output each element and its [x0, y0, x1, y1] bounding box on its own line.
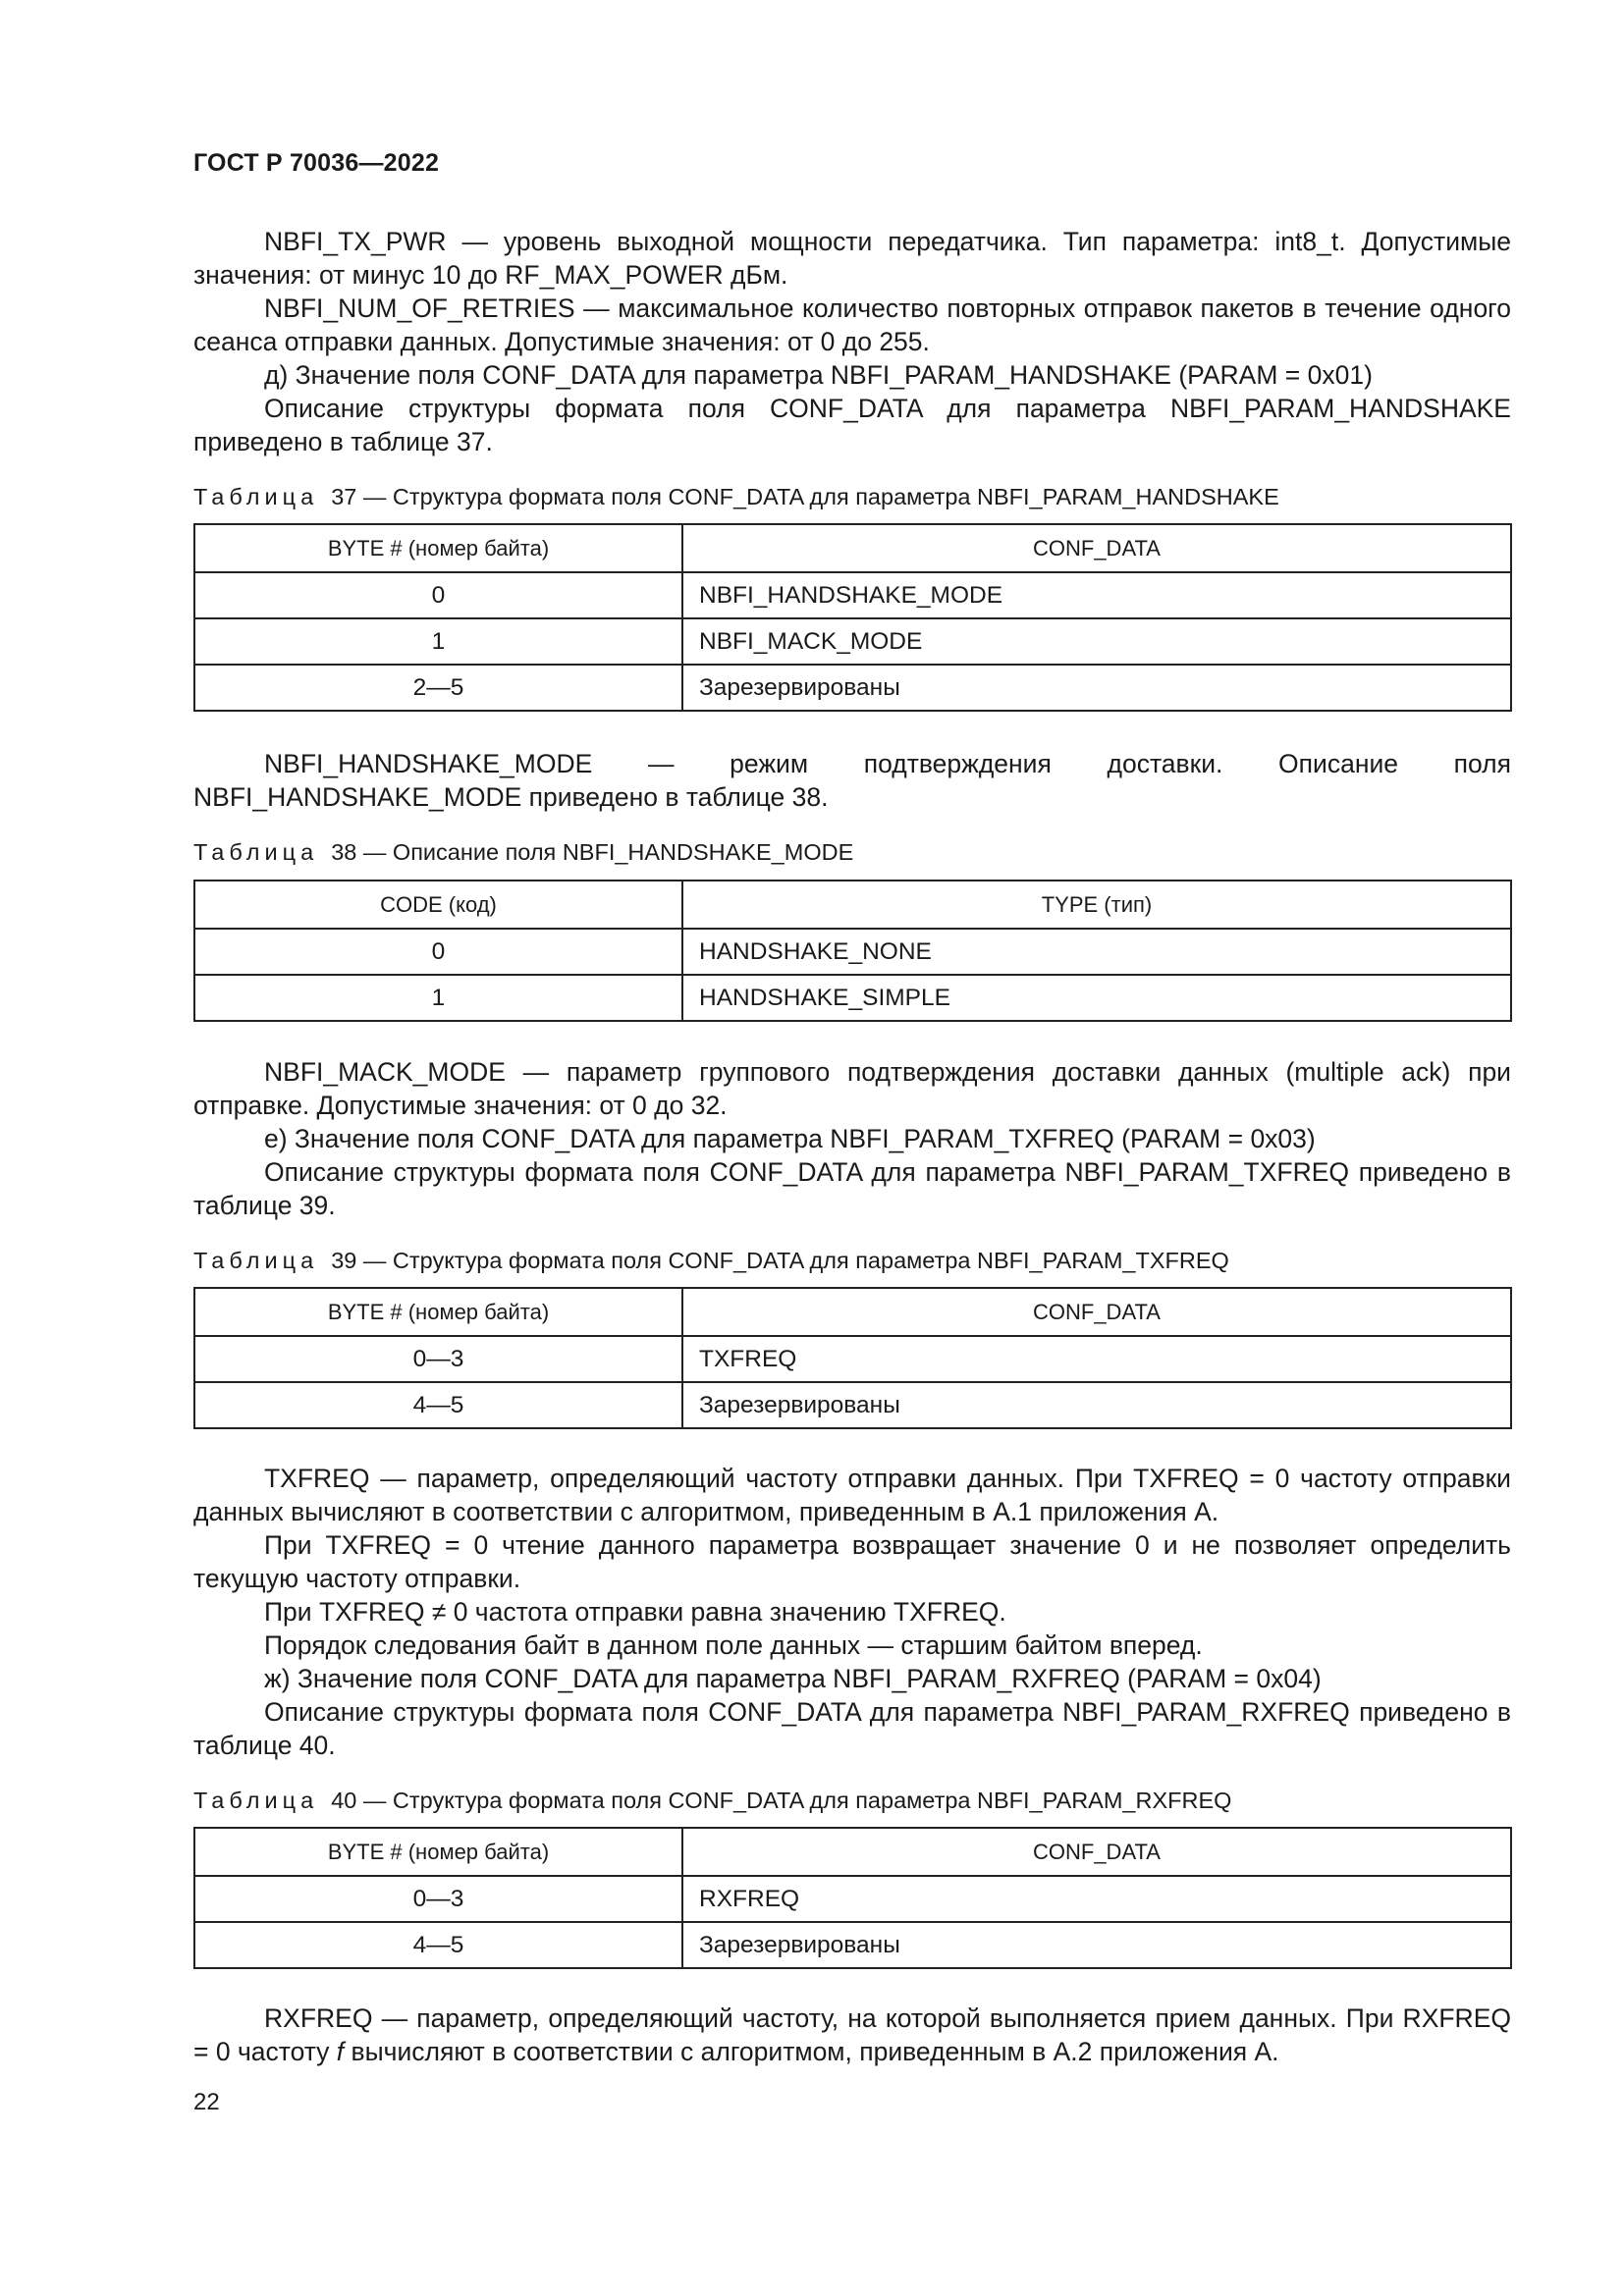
paragraph-txfreq-zero: При TXFREQ = 0 чтение данного параметра возвращает значение 0 и не позволяет определить текущую частоту отправки.: [193, 1530, 1511, 1593]
table-header-row: [194, 881, 1511, 929]
paragraph-mack-mode: NBFI_MACK_MODE — параметр группового подтверждения доставки данных (multiple ack) при отправке. Допустимые значения: от 0 до 32.: [193, 1057, 1511, 1120]
table-caption-text: 39 — Структура формата поля CONF_DATA для параметра NBFI_PARAM_TXFREQ: [331, 1248, 1229, 1273]
table-header-row: [194, 524, 1511, 572]
table-caption-text: 38 — Описание поля NBFI_HANDSHAKE_MODE: [331, 839, 854, 865]
column-header: CONF_DATA: [682, 1828, 1511, 1876]
paragraph-num-of-retries: NBFI_NUM_OF_RETRIES — максимальное количество повторных отправок пакетов в течение одного сеанса отправки данных. Допустимые значения: от 0 до 255.: [193, 294, 1511, 356]
table-cell: Зарезервированы: [682, 665, 1511, 711]
table-cell: 4—5: [194, 1382, 682, 1428]
table-cell: 0—3: [194, 1876, 682, 1922]
paragraph-rxfreq: [193, 2002, 1511, 2068]
column-header: BYTE # (номер байта): [194, 1828, 682, 1876]
table-header-row: [194, 1828, 1511, 1876]
table-row: [194, 1876, 1511, 1922]
column-header: CODE (код): [194, 881, 682, 929]
table-row: [194, 929, 1511, 975]
table-row: [194, 1336, 1511, 1382]
table-row: [194, 572, 1511, 618]
paragraph-table39-ref: Описание структуры формата поля CONF_DATA для параметра NBFI_PARAM_TXFREQ приведено в таблице 39.: [193, 1157, 1511, 1220]
document-header: ГОСТ Р 70036—2022: [193, 149, 440, 177]
paragraph-txfreq: TXFREQ — параметр, определяющий частоту отправки данных. При TXFREQ = 0 частоту отправки данных вычисляют в соответствии с алгоритмом, приведенным в А.1 приложения А.: [193, 1464, 1511, 1526]
table-cell: HANDSHAKE_SIMPLE: [682, 975, 1511, 1021]
column-header: BYTE # (номер байта): [194, 1288, 682, 1336]
paragraph-txfreq-nonzero: При TXFREQ ≠ 0 частота отправки равна значению TXFREQ.: [264, 1597, 1006, 1627]
table-label: Таблица: [193, 484, 319, 509]
table-cell: HANDSHAKE_NONE: [682, 929, 1511, 975]
paragraph-handshake-mode: NBFI_HANDSHAKE_MODE — режим подтверждения доставки. Описание поля NBFI_HANDSHAKE_MODE приведено в таблице 38.: [193, 749, 1511, 812]
table-37: [193, 523, 1512, 712]
table-cell: 1: [194, 618, 682, 665]
paragraph-item-e: е) Значение поля CONF_DATA для параметра NBFI_PARAM_TXFREQ (PARAM = 0x03): [264, 1124, 1316, 1153]
column-header: BYTE # (номер байта): [194, 524, 682, 572]
table-38-caption: [193, 837, 1511, 867]
paragraph-rxfreq-part1: RXFREQ — параметр, определяющий частоту, на которой выполняется прием данных. При RXFREQ = 0 частоту: [193, 2003, 1511, 2066]
paragraph-byte-order: Порядок следования байт в данном поле данных — старшим байтом вперед.: [264, 1630, 1203, 1660]
table-row: [194, 1922, 1511, 1968]
table-header-row: [194, 1288, 1511, 1336]
table-caption-text: 40 — Структура формата поля CONF_DATA для параметра NBFI_PARAM_RXFREQ: [331, 1788, 1232, 1813]
table-label: Таблица: [193, 1248, 319, 1273]
table-row: [194, 618, 1511, 665]
column-header: TYPE (тип): [682, 881, 1511, 929]
column-header: CONF_DATA: [682, 1288, 1511, 1336]
table-cell: 2—5: [194, 665, 682, 711]
table-cell: RXFREQ: [682, 1876, 1511, 1922]
paragraph-table40-ref: Описание структуры формата поля CONF_DATA для параметра NBFI_PARAM_RXFREQ приведено в таблице 40.: [193, 1697, 1511, 1760]
table-38: [193, 880, 1512, 1022]
table-cell: 1: [194, 975, 682, 1021]
table-cell: 0: [194, 572, 682, 618]
table-cell: 4—5: [194, 1922, 682, 1968]
paragraph-item-zh: ж) Значение поля CONF_DATA для параметра NBFI_PARAM_RXFREQ (PARAM = 0x04): [264, 1664, 1322, 1693]
paragraph-table37-ref: Описание структуры формата поля CONF_DATA для параметра NBFI_PARAM_HANDSHAKE приведено в таблице 37.: [193, 394, 1511, 456]
table-label: Таблица: [193, 839, 319, 865]
table-39: [193, 1287, 1512, 1429]
table-caption-text: 37 — Структура формата поля CONF_DATA для параметра NBFI_PARAM_HANDSHAKE: [331, 484, 1279, 509]
table-40-caption: [193, 1786, 1511, 1815]
paragraph-item-d: д) Значение поля CONF_DATA для параметра NBFI_PARAM_HANDSHAKE (PARAM = 0x01): [264, 360, 1373, 390]
paragraph-tx-pwr: NBFI_TX_PWR — уровень выходной мощности передатчика. Тип параметра: int8_t. Допустимые значения: от минус 10 до RF_MAX_POWER дБм.: [193, 227, 1511, 290]
table-cell: 0—3: [194, 1336, 682, 1382]
table-row: [194, 1382, 1511, 1428]
table-row: [194, 975, 1511, 1021]
table-row: [194, 665, 1511, 711]
table-cell: Зарезервированы: [682, 1382, 1511, 1428]
table-37-caption: [193, 482, 1511, 511]
column-header: CONF_DATA: [682, 524, 1511, 572]
table-40: [193, 1827, 1512, 1969]
table-cell: Зарезервированы: [682, 1922, 1511, 1968]
table-cell: TXFREQ: [682, 1336, 1511, 1382]
table-label: Таблица: [193, 1788, 319, 1813]
paragraph-rxfreq-part2: вычисляют в соответствии с алгоритмом, приведенным в А.2 приложения А.: [344, 2037, 1279, 2066]
table-cell: 0: [194, 929, 682, 975]
table-39-caption: [193, 1246, 1511, 1275]
page-number: 22: [193, 2089, 220, 2115]
table-cell: NBFI_MACK_MODE: [682, 618, 1511, 665]
table-cell: NBFI_HANDSHAKE_MODE: [682, 572, 1511, 618]
frequency-variable: f: [336, 2037, 345, 2066]
